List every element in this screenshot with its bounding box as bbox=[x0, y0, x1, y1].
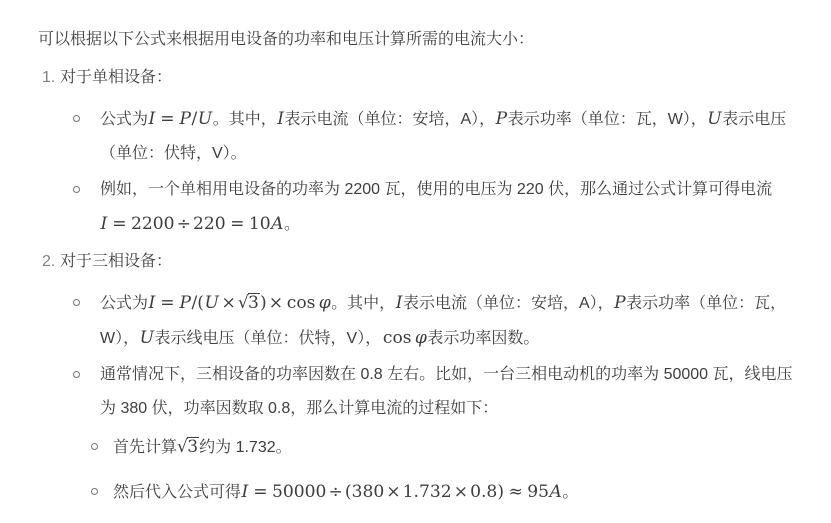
ordered-list-item bbox=[38, 250, 797, 510]
nested-bullet-list bbox=[100, 430, 797, 510]
item-header-text: 对于三相设备： bbox=[60, 253, 173, 270]
list-item: 公式为I = P/U。其中，I表示电流（单位：安培，A），P表示功率（单位：瓦，W），U表示电压（单位：伏特，V）。 bbox=[100, 102, 797, 171]
math-expression: √3 bbox=[177, 437, 199, 457]
item-header-text: 对于单相设备： bbox=[60, 69, 173, 86]
math-expression: P bbox=[495, 109, 508, 129]
bullet-list bbox=[38, 102, 797, 242]
item-number: 1. bbox=[42, 69, 56, 86]
item-number: 2. bbox=[42, 253, 56, 270]
math-expression: U bbox=[707, 109, 722, 129]
bullet-list bbox=[38, 286, 797, 510]
math-expression: I bbox=[395, 293, 403, 313]
ordered-list bbox=[38, 66, 797, 510]
math-expression: P bbox=[614, 293, 626, 313]
math-expression: I = 2200 ÷ 220 = 10A bbox=[100, 214, 284, 234]
list-item: 然后代入公式可得I = 50000 ÷ (380 × 1.732 × 0.8) ≈ 95A。 bbox=[113, 475, 797, 510]
math-expression: I = 50000 ÷ (380 × 1.732 × 0.8) ≈ 95A bbox=[241, 482, 562, 502]
math-expression: U bbox=[139, 328, 155, 348]
ordered-list-item bbox=[38, 66, 797, 242]
math-expression: cos φ bbox=[382, 328, 427, 348]
math-expression: I = P/U bbox=[148, 109, 213, 129]
list-item-text: 通常情况下，三相设备的功率因数在 0.8 左右。比如，一台三相电动机的功率为 50000 瓦，线电压为 380 伏，功率因数取 0.8，那么计算电流的过程如下： bbox=[100, 366, 793, 417]
list-item: 例如，一个单相用电设备的功率为 2200 瓦，使用的电压为 220 伏，那么通过公式计算可得电流I = 2200 ÷ 220 = 10A。 bbox=[100, 173, 797, 242]
list-item: 首先计算√3约为 1.732。 bbox=[113, 430, 797, 465]
list-item bbox=[100, 358, 797, 510]
math-expression: I = P/(U × √3) × cos φ bbox=[148, 293, 331, 313]
intro-paragraph: 可以根据以下公式来根据用电设备的功率和电压计算所需的电流大小： bbox=[38, 31, 535, 48]
list-item-header bbox=[38, 66, 797, 90]
math-expression: I bbox=[277, 109, 284, 129]
list-item-header bbox=[38, 250, 797, 274]
list-item: 公式为I = P/(U × √3) × cos φ。其中，I表示电流（单位：安培，A），P表示功率（单位：瓦，W），U表示线电压（单位：伏特，V），cos φ表示功率因数。 bbox=[100, 286, 797, 356]
